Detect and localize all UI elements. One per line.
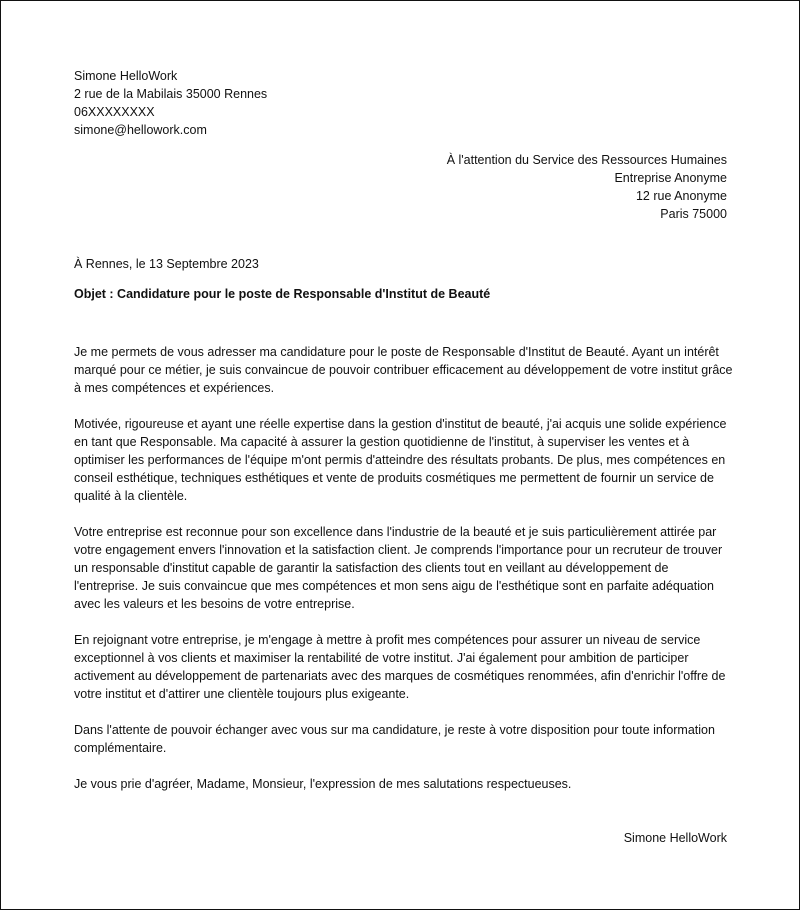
body-paragraph: Motivée, rigoureuse et ayant une réelle expertise dans la gestion d'institut de beauté, j'ai acquis une solide expérience en tant que Responsable. Ma capacité à assurer la gestion quotidienne de l'institut, à superviser les ventes et à optimiser les performances de l'équipe m'ont permis d'atteindre des résultats probants. De plus, mes compétences en conseil esthétique, techniques esthétiques et vente de produits cosmétiques me permettent de fournir un service de qualité à la clientèle. <box>74 417 727 503</box>
sender-address: 2 rue de la Mabilais 35000 Rennes <box>74 87 268 101</box>
sender-phone: 06XXXXXXXX <box>74 105 155 119</box>
body-paragraph: Votre entreprise est reconnue pour son excellence dans l'industrie de la beauté et je suis particulièrement attirée par votre engagement envers l'innovation et la satisfaction client. Je comprends l'importance pour un recruteur de trouver un responsable d'institut capable de garantir la satisfaction des clients tout en veillant au développement de l'entreprise. Je suis convaincue que mes compétences et mon sens aigu de l'esthétique sont en parfaite adéquation avec les valeurs et les besoins de votre entreprise. <box>74 525 723 611</box>
recipient-street: 12 rue Anonyme <box>635 189 727 203</box>
sender-block <box>74 67 267 139</box>
body-paragraph: Je me permets de vous adresser ma candidature pour le poste de Responsable d'Institut de Beauté. Ayant un intérêt marqué pour ce métier, je suis convaincue de pouvoir contribuer efficacement au développement de votre institut grâce à mes compétences et expériences. <box>74 345 733 395</box>
recipient-attention: À l'attention du Service des Ressources Humaines <box>446 153 727 167</box>
closing-paragraph: Je vous prie d'agréer, Madame, Monsieur, l'expression de mes salutations respectueuses. <box>74 777 572 791</box>
recipient-block <box>447 151 727 223</box>
signature: Simone HelloWork <box>623 831 727 845</box>
body-paragraph: Dans l'attente de pouvoir échanger avec vous sur ma candidature, je reste à votre disposition pour toute information complémentaire. <box>74 723 715 755</box>
body-paragraph: En rejoignant votre entreprise, je m'engage à mettre à profit mes compétences pour assurer un niveau de service exceptionnel à vos clients et maximiser la rentabilité de votre institut. J'ai également pour ambition de participer activement au développement de partenariats avec des marques de cosmétiques renommées, afin d'enrichir l'offre de votre institut et d'attirer une clientèle toujours plus exigeante. <box>74 633 726 701</box>
letter-subject: Objet : Candidature pour le poste de Responsable d'Institut de Beauté <box>74 287 491 301</box>
recipient-company: Entreprise Anonyme <box>614 171 727 185</box>
letter-date: À Rennes, le 13 Septembre 2023 <box>74 257 259 271</box>
sender-email: simone@hellowork.com <box>74 123 207 137</box>
recipient-city: Paris 75000 <box>660 207 727 221</box>
letter-body <box>74 343 734 811</box>
sender-name: Simone HelloWork <box>74 69 178 83</box>
